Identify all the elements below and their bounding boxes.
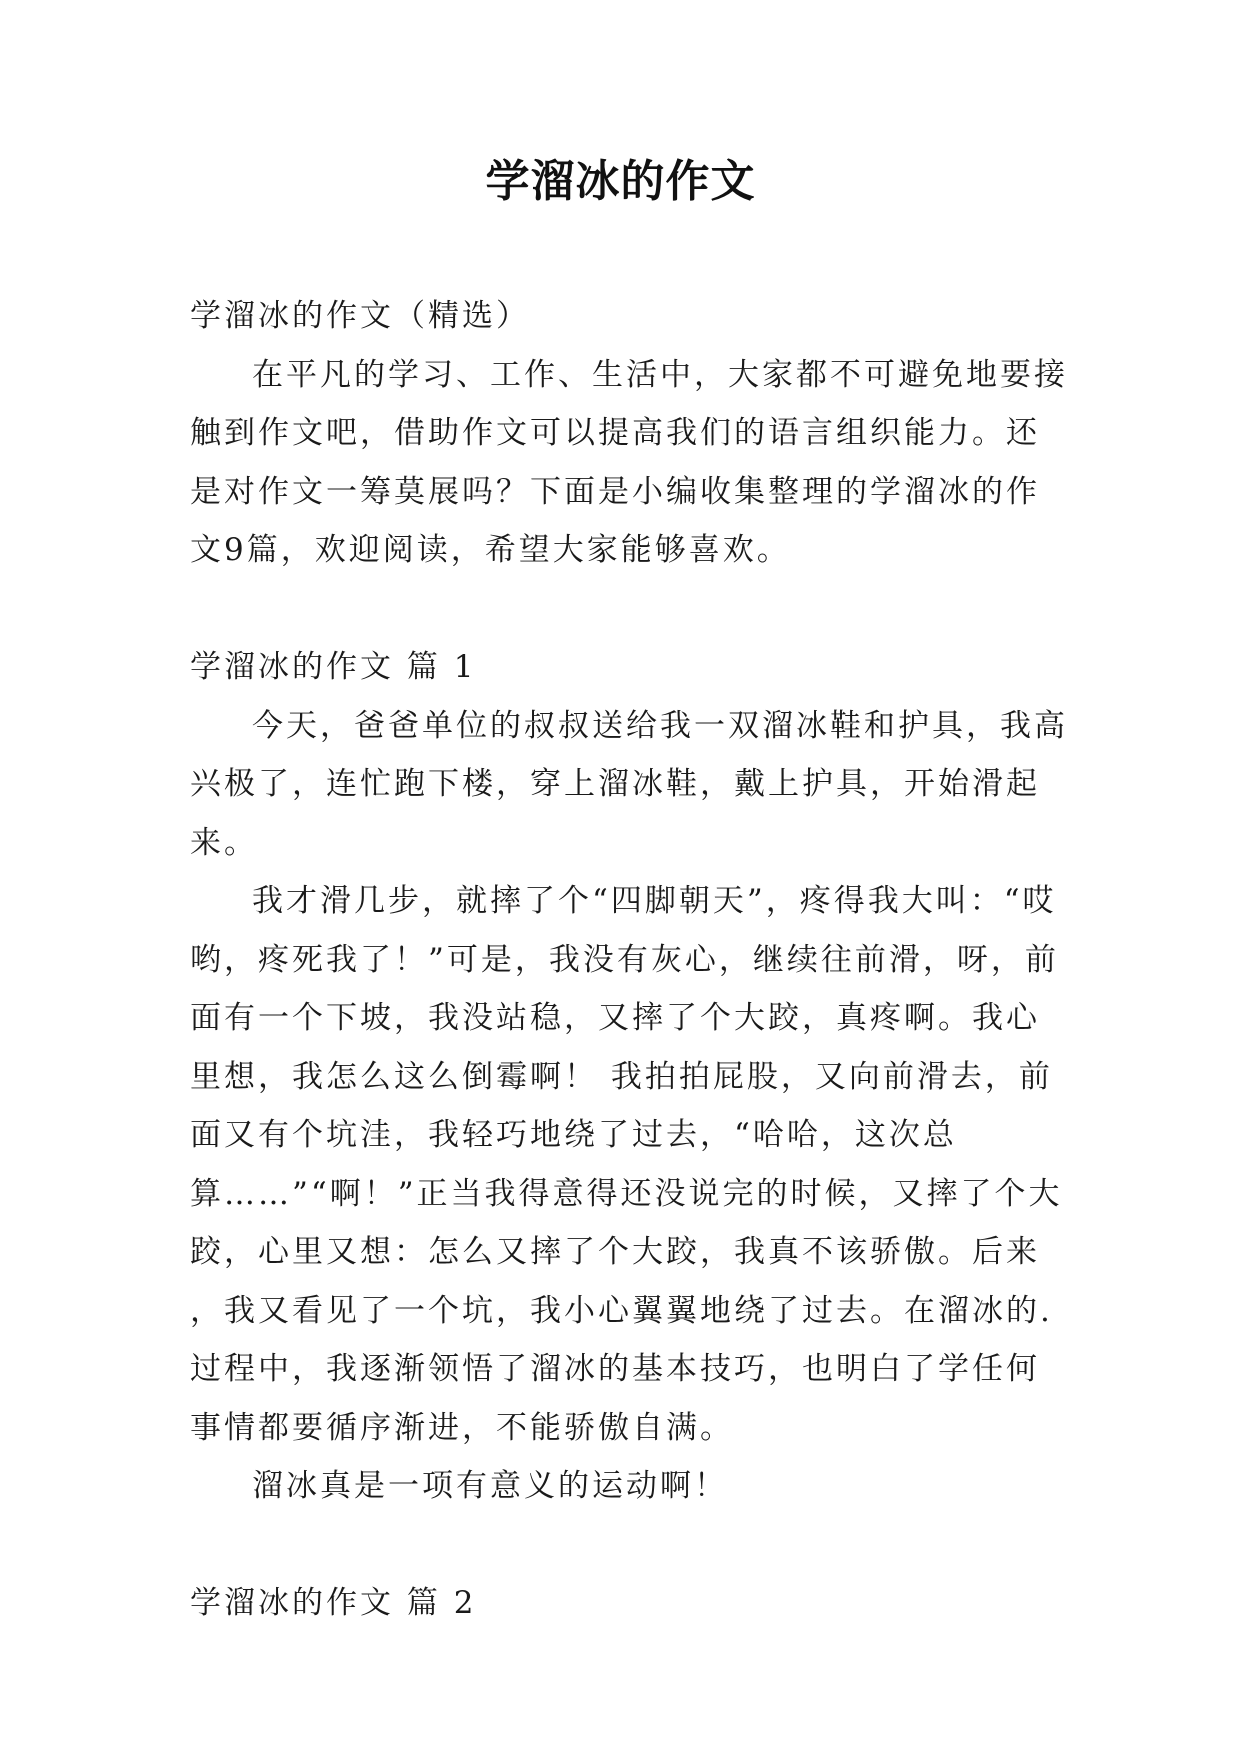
body-paragraph: 溜冰真是一项有意义的运动啊！ [252,1468,728,1504]
document-title: 学溜冰的作文 [485,156,756,207]
section-spacer [190,580,1070,639]
section-heading: 学溜冰的作文 篇 1 [190,649,477,685]
document-body [190,287,1070,1633]
section-heading: 学溜冰的作文 篇 2 [190,1585,477,1621]
section-spacer [190,1516,1070,1575]
intro-paragraph: 在平凡的学习、工作、生活中，大家都不可避免地要接触到作文吧，借助作文可以提高我们的语言组织能力。还是对作文一筹莫展吗？下面是小编收集整理的学溜冰的作文9篇，欢迎阅读，希望大家能够喜欢。 [190,356,1068,568]
document-subtitle: 学溜冰的作文（精选） [190,298,530,334]
body-paragraph: 今天，爸爸单位的叔叔送给我一双溜冰鞋和护具，我高兴极了，连忙跑下楼，穿上溜冰鞋，戴上护具，开始滑起来。 [190,707,1068,861]
body-paragraph: 我才滑几步，就摔了个“四脚朝天”，疼得我大叫：“哎哟，疼死我了！”可是，我没有灰心，继续往前滑，呀，前面有一个下坡，我没站稳，又摔了个大跤，真疼啊。我心里想，我怎么这么倒霉啊！ 我拍拍屁股，又向前滑去，前面又有个坑洼，我轻巧地绕了过去，“哈哈，这次总算……”“啊！”正当我得意得还没说完的时候，又摔了个大跤，心里又想：怎么又摔了个大跤，我真不该骄傲。后来 ，我又看见了一个坑，我小心翼翼地绕了过去。在溜冰的.过程中，我逐渐领悟了溜冰的基本技巧，也明白了学任何事情都要循序渐进，不能骄傲自满。 [190,883,1063,1446]
